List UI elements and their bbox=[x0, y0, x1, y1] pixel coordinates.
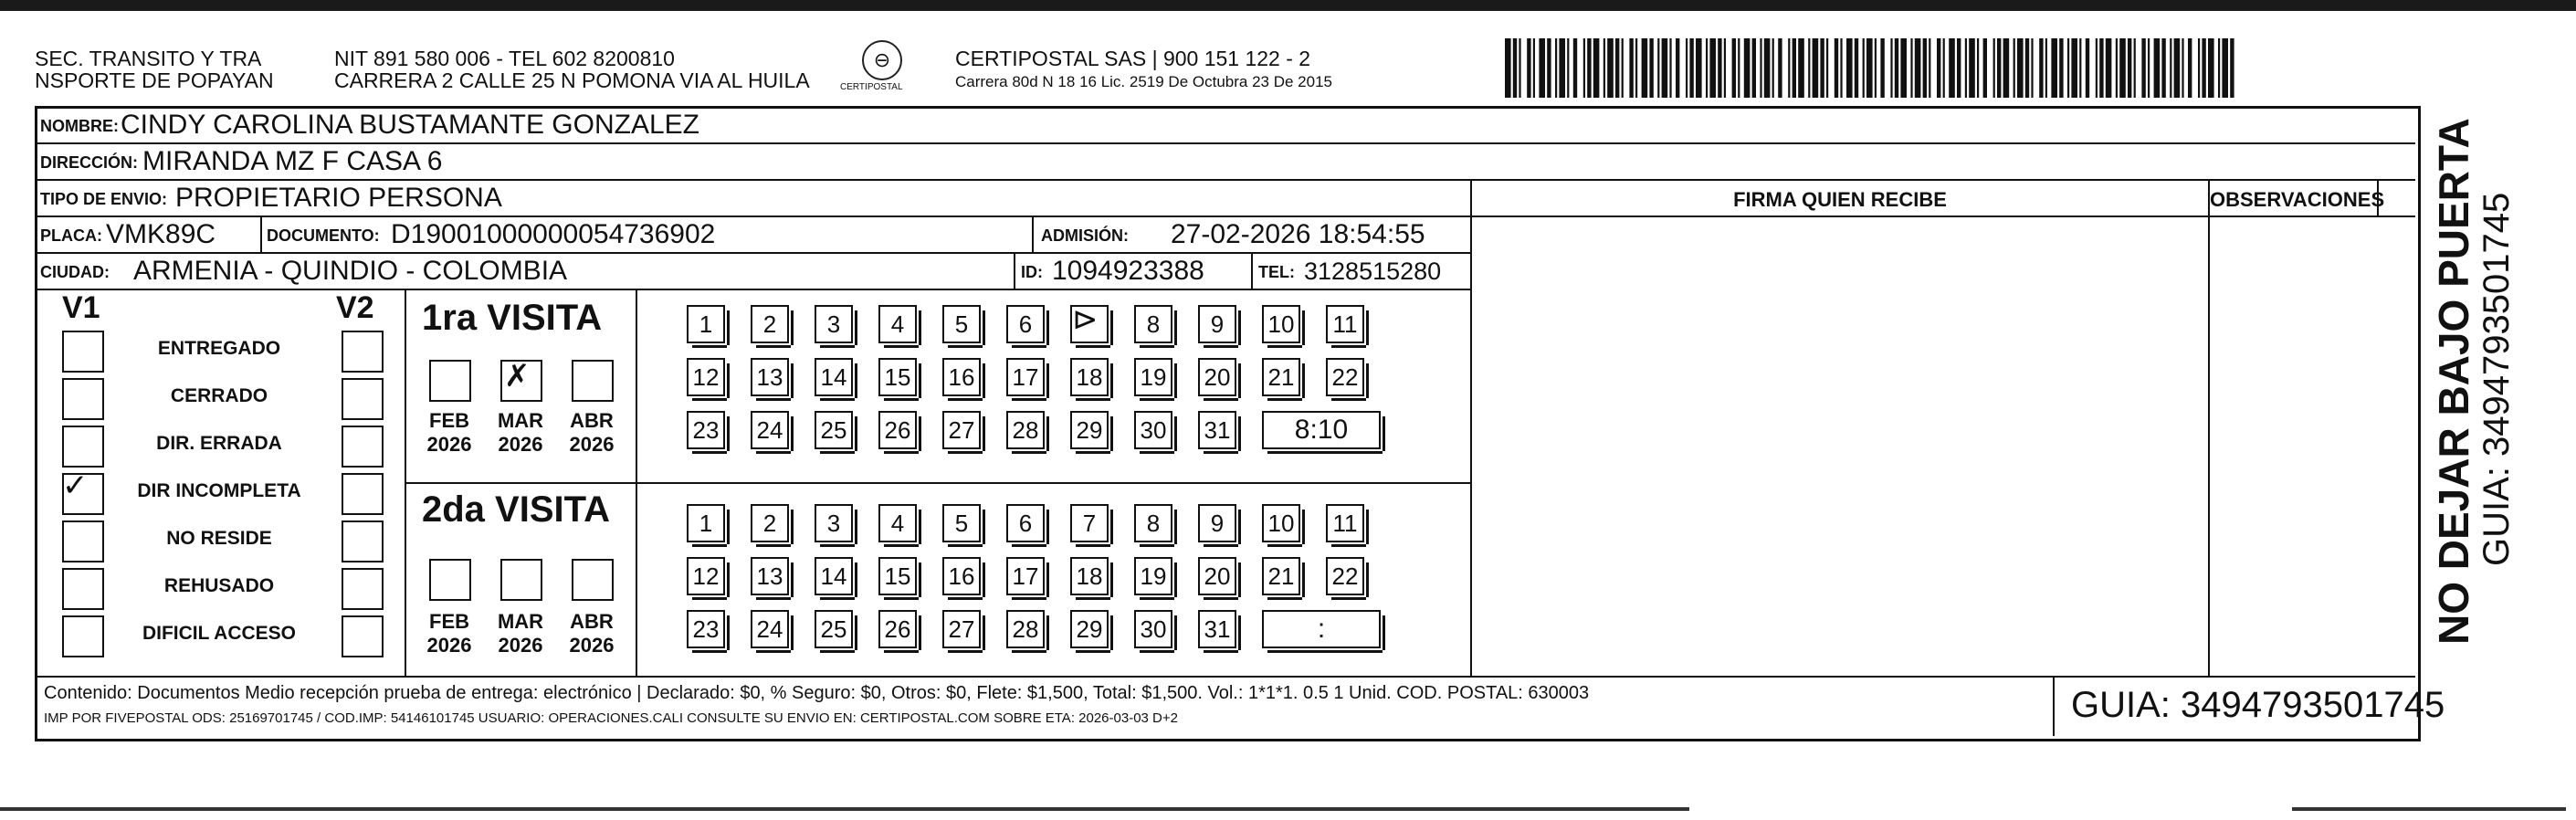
day-box: 3 bbox=[815, 504, 853, 542]
admision-label: ADMISIÓN: bbox=[1041, 226, 1129, 245]
month-checkbox bbox=[572, 360, 614, 402]
row-divider bbox=[35, 142, 2415, 144]
day-box: 11 bbox=[1326, 504, 1364, 542]
month-checkbox bbox=[500, 559, 542, 601]
barcode-bar bbox=[1793, 38, 1796, 98]
day-box: 19 bbox=[1134, 557, 1172, 595]
day-box: 21 bbox=[1262, 358, 1300, 396]
day-box: 16 bbox=[942, 358, 981, 396]
time-box: : bbox=[1262, 610, 1381, 648]
barcode-bar bbox=[1900, 38, 1907, 98]
status-label: CERRADO bbox=[170, 385, 268, 406]
barcode-bar bbox=[1555, 38, 1557, 98]
col-divider bbox=[1014, 252, 1015, 289]
day-box: 12 bbox=[687, 358, 725, 396]
barcode-bar bbox=[1689, 38, 1693, 98]
day-box: 2 bbox=[751, 504, 789, 542]
v1-header: V1 bbox=[62, 290, 100, 325]
day-box: 6 bbox=[1006, 305, 1045, 343]
day-box: 4 bbox=[878, 305, 917, 343]
barcode-bar bbox=[1846, 38, 1853, 98]
day-box: 21 bbox=[1262, 557, 1300, 595]
barcode-bar bbox=[1519, 38, 1520, 98]
day-box: 18 bbox=[1070, 358, 1109, 396]
address-line: CARRERA 2 CALLE 25 N POMONA VIA AL HUILA bbox=[334, 68, 810, 92]
bottom-edge-line bbox=[0, 807, 1689, 811]
day-box: 10 bbox=[1262, 504, 1300, 542]
guia-value: GUIA: 3494793501745 bbox=[2071, 685, 2445, 725]
month-col-divider bbox=[636, 289, 637, 676]
day-box: 24 bbox=[751, 411, 789, 449]
day-box: 5 bbox=[942, 305, 981, 343]
barcode-bar bbox=[2202, 38, 2205, 98]
barcode-bar bbox=[1696, 38, 1702, 98]
barcode-bar bbox=[1629, 38, 1633, 98]
month-year: 2026 bbox=[426, 433, 472, 456]
row-divider bbox=[35, 216, 2415, 217]
day-box: 9 bbox=[1198, 504, 1236, 542]
barcode-bar bbox=[1943, 38, 1945, 98]
footer-content-line: Contenido: Documentos Medio recepción prueba de entrega: electrónico | Declarado: $0, % Seguro: $0, Otros: $0, Flete: $1,500, Total: $1,500. Vol.: 1*1*1. 0.5 1 Unid. COD. POSTAL: 630003 bbox=[44, 683, 1590, 703]
day-box: 14 bbox=[815, 358, 853, 396]
row-divider bbox=[35, 252, 1470, 254]
certipostal-logo-icon: ⊖ bbox=[862, 40, 902, 80]
barcode-bar bbox=[1997, 38, 2001, 98]
barcode-bar bbox=[1798, 38, 1804, 98]
barcode-bar bbox=[1778, 38, 1782, 98]
barcode-bar bbox=[1965, 38, 1967, 98]
barcode-bar bbox=[2182, 38, 2183, 98]
barcode-bar bbox=[1738, 38, 1740, 98]
month-year: 2026 bbox=[498, 634, 543, 657]
day-box: 10 bbox=[1262, 305, 1300, 343]
time-box: 8:10 bbox=[1262, 411, 1381, 449]
day-box: 7 bbox=[1070, 504, 1109, 542]
month-label: MAR bbox=[497, 610, 544, 633]
day-box: 31 bbox=[1198, 411, 1236, 449]
barcode-bar bbox=[1559, 38, 1565, 98]
day-box: 20 bbox=[1198, 557, 1236, 595]
license-line: Carrera 80d N 18 16 Lic. 2519 De Octubra 23 De 2015 bbox=[955, 73, 1332, 90]
firma-header: FIRMA QUIEN RECIBE bbox=[1733, 188, 1947, 211]
tipo-label: TIPO DE ENVIO: bbox=[40, 190, 168, 208]
barcode-bar bbox=[1835, 38, 1838, 98]
barcode-bar bbox=[1567, 38, 1569, 98]
day-box: 19 bbox=[1134, 358, 1172, 396]
barcode-bar bbox=[1603, 38, 1605, 98]
barcode-bar bbox=[1744, 38, 1751, 98]
barcode-bar bbox=[1706, 38, 1708, 98]
day-box: 27 bbox=[942, 411, 981, 449]
month-year: 2026 bbox=[498, 433, 543, 456]
day-box: 15 bbox=[878, 557, 917, 595]
top-edge-line bbox=[0, 0, 2576, 11]
v2-checkbox bbox=[342, 615, 384, 657]
firma-col-divider bbox=[1470, 179, 1472, 676]
barcode-bar bbox=[1880, 38, 1884, 98]
direccion-value: MIRANDA MZ F CASA 6 bbox=[142, 146, 443, 176]
day-box: 5 bbox=[942, 504, 981, 542]
day-box: 17 bbox=[1006, 557, 1045, 595]
day-box: 18 bbox=[1070, 557, 1109, 595]
barcode-bar bbox=[1808, 38, 1810, 98]
barcode-bar bbox=[1957, 38, 1961, 98]
day-box: 17 bbox=[1006, 358, 1045, 396]
barcode-bar bbox=[2017, 38, 2024, 98]
day-box: 26 bbox=[878, 610, 917, 648]
nombre-value: CINDY CAROLINA BUSTAMANTE GONZALEZ bbox=[121, 110, 699, 140]
barcode-bar bbox=[1863, 38, 1865, 98]
barcode-bar bbox=[1583, 38, 1585, 98]
barcode-bar bbox=[2208, 38, 2214, 98]
v2-checkbox bbox=[342, 378, 384, 420]
v1-checkbox bbox=[62, 378, 104, 420]
day-box: 24 bbox=[751, 610, 789, 648]
barcode-bar bbox=[1573, 38, 1577, 98]
barcode-bar bbox=[1662, 38, 1668, 98]
side-warning: NO DEJAR BAJO PUERTA bbox=[2430, 118, 2477, 645]
barcode-bar bbox=[1527, 38, 1530, 98]
barcode-bar bbox=[2039, 38, 2043, 98]
barcode-bar bbox=[1593, 38, 1600, 98]
barcode-bar bbox=[2096, 38, 2098, 98]
day-box: 23 bbox=[687, 610, 725, 648]
barcode-bar bbox=[1840, 38, 1842, 98]
day-box: 13 bbox=[751, 557, 789, 595]
month-checkbox bbox=[572, 559, 614, 601]
barcode-bar bbox=[2154, 38, 2161, 98]
row-divider bbox=[35, 179, 2415, 181]
footer-print-line: IMP POR FIVEPOSTAL ODS: 25169701745 / COD.IMP: 54146101745 USUARIO: OPERACIONES.CALI CONSULTE SU ENVIO EN: CERTIPOSTAL.COM SOBRE ETA: 2026-03-03 D+2 bbox=[44, 710, 1178, 726]
status-label: DIR INCOMPLETA bbox=[137, 480, 301, 501]
barcode-bar bbox=[1657, 38, 1659, 98]
placa-label: PLACA: bbox=[40, 226, 102, 245]
day-box: 16 bbox=[942, 557, 981, 595]
v2-checkbox bbox=[342, 331, 384, 373]
day-box: 13 bbox=[751, 358, 789, 396]
status-label: DIFICIL ACCESO bbox=[142, 623, 296, 644]
barcode-bar bbox=[2230, 38, 2234, 98]
day-checkmark: ⊳ bbox=[1072, 301, 1099, 338]
day-box: 12 bbox=[687, 557, 725, 595]
col-divider bbox=[1251, 252, 1253, 289]
v1-checkbox bbox=[62, 615, 104, 657]
v1-checkmark: ✓ bbox=[62, 468, 89, 504]
first-visit-title: 1ra VISITA bbox=[422, 298, 603, 338]
v2-checkbox bbox=[342, 568, 384, 610]
month-label: FEB bbox=[429, 610, 469, 633]
barcode-bar bbox=[1622, 38, 1624, 98]
barcode-bar bbox=[1676, 38, 1679, 98]
day-box: 28 bbox=[1006, 610, 1045, 648]
month-label: ABR bbox=[570, 409, 614, 432]
barcode-bar bbox=[1615, 38, 1619, 98]
obs-col-divider bbox=[2208, 179, 2210, 676]
status-label: NO RESIDE bbox=[166, 528, 272, 549]
day-box: 2 bbox=[751, 305, 789, 343]
barcode-bar bbox=[1760, 38, 1761, 98]
barcode-bar bbox=[1686, 38, 1688, 98]
barcode-bar bbox=[2161, 38, 2165, 98]
barcode-bar bbox=[1923, 38, 1927, 98]
day-box: 9 bbox=[1198, 305, 1236, 343]
v1-checkbox bbox=[62, 331, 104, 373]
barcode-bar bbox=[1826, 38, 1828, 98]
barcode-bar bbox=[1539, 38, 1545, 98]
v2-header: V2 bbox=[336, 290, 374, 325]
row-divider bbox=[35, 289, 1470, 290]
day-box: 20 bbox=[1198, 358, 1236, 396]
day-box: 29 bbox=[1070, 411, 1109, 449]
month-label: ABR bbox=[570, 610, 614, 633]
v1-checkbox bbox=[62, 568, 104, 610]
barcode-bar bbox=[1875, 38, 1877, 98]
v2-checkbox bbox=[342, 520, 384, 562]
col-divider bbox=[260, 216, 262, 252]
ciudad-value: ARMENIA - QUINDIO - COLOMBIA bbox=[133, 256, 568, 286]
barcode-bar bbox=[1732, 38, 1736, 98]
barcode-bar bbox=[2031, 38, 2033, 98]
day-box: 30 bbox=[1134, 411, 1172, 449]
side-guia: GUIA: 3494793501745 bbox=[2476, 192, 2517, 566]
day-box: 27 bbox=[942, 610, 981, 648]
v1-checkbox bbox=[62, 520, 104, 562]
barcode-bar bbox=[1505, 38, 1511, 98]
month-year: 2026 bbox=[426, 634, 472, 657]
status-label: REHUSADO bbox=[163, 575, 275, 596]
barcode-bar bbox=[2128, 38, 2131, 98]
barcode-bar bbox=[1969, 38, 1975, 98]
status-label: DIR. ERRADA bbox=[156, 433, 282, 454]
day-box: 25 bbox=[815, 610, 853, 648]
barcode-bar bbox=[1649, 38, 1653, 98]
direccion-label: DIRECCIÓN: bbox=[40, 153, 138, 172]
barcode-bar bbox=[2067, 38, 2069, 98]
barcode-bar bbox=[2141, 38, 2145, 98]
documento-value: D19001000000054736902 bbox=[391, 219, 716, 249]
day-box: 4 bbox=[878, 504, 917, 542]
barcode-bar bbox=[1866, 38, 1873, 98]
day-box: 8 bbox=[1134, 305, 1172, 343]
barcode-bar bbox=[2134, 38, 2136, 98]
month-checkbox bbox=[429, 559, 471, 601]
barcode-bar bbox=[1929, 38, 1930, 98]
barcode-bar bbox=[1642, 38, 1648, 98]
barcode-bar bbox=[1709, 38, 1716, 98]
barcode-bar bbox=[1547, 38, 1551, 98]
day-box: 31 bbox=[1198, 610, 1236, 648]
month-label: FEB bbox=[429, 409, 469, 432]
documento-label: DOCUMENTO: bbox=[267, 226, 380, 245]
v2-checkbox bbox=[342, 473, 384, 515]
barcode-bar bbox=[1587, 38, 1591, 98]
barcode-bar bbox=[1977, 38, 1979, 98]
day-box: 30 bbox=[1134, 610, 1172, 648]
barcode-bar bbox=[2079, 38, 2081, 98]
company-line: CERTIPOSTAL SAS | 900 151 122 - 2 bbox=[955, 47, 1311, 70]
barcode-bar bbox=[1855, 38, 1858, 98]
barcode-bar bbox=[1607, 38, 1614, 98]
day-box: 26 bbox=[878, 411, 917, 449]
month-year: 2026 bbox=[569, 634, 615, 657]
second-visit-title: 2da VISITA bbox=[422, 489, 610, 530]
barcode-bar bbox=[2099, 38, 2103, 98]
barcode-bar bbox=[1635, 38, 1637, 98]
tipo-value: PROPIETARIO PERSONA bbox=[175, 183, 502, 213]
barcode-bar bbox=[2059, 38, 2063, 98]
day-box: 25 bbox=[815, 411, 853, 449]
day-box: 28 bbox=[1006, 411, 1045, 449]
nombre-label: NOMBRE: bbox=[40, 117, 119, 135]
id-label: ID: bbox=[1021, 263, 1043, 281]
admision-value: 27-02-2026 18:54:55 bbox=[1171, 219, 1425, 249]
barcode-bar bbox=[1820, 38, 1824, 98]
barcode-bar bbox=[2174, 38, 2181, 98]
barcode-bar bbox=[1533, 38, 1535, 98]
barcode-bar bbox=[1895, 38, 1898, 98]
barcode-bar bbox=[1764, 38, 1771, 98]
month-label: MAR bbox=[497, 409, 544, 432]
barcode-bar bbox=[1949, 38, 1955, 98]
day-box: 15 bbox=[878, 358, 917, 396]
status-col-divider bbox=[405, 289, 406, 676]
barcode-bar bbox=[1937, 38, 1940, 98]
day-box: 22 bbox=[1326, 557, 1364, 595]
barcode-bar bbox=[2170, 38, 2171, 98]
barcode-bar bbox=[2222, 38, 2228, 98]
day-box: 14 bbox=[815, 557, 853, 595]
barcode bbox=[1505, 38, 2235, 98]
barcode-bar bbox=[2116, 38, 2118, 98]
barcode-bar bbox=[1890, 38, 1892, 98]
barcode-bar bbox=[1915, 38, 1921, 98]
barcode-bar bbox=[2086, 38, 2089, 98]
id-value: 1094923388 bbox=[1052, 256, 1204, 286]
tel-label: TEL: bbox=[1258, 263, 1295, 281]
ciudad-label: CIUDAD: bbox=[40, 263, 110, 281]
tel-value: 3128515280 bbox=[1304, 258, 1442, 285]
bottom-edge-line bbox=[2292, 807, 2566, 811]
v2-checkbox bbox=[342, 426, 384, 468]
barcode-bar bbox=[2119, 38, 2126, 98]
barcode-bar bbox=[2025, 38, 2029, 98]
day-box: 6 bbox=[1006, 504, 1045, 542]
barcode-bar bbox=[1669, 38, 1671, 98]
day-box: 23 bbox=[687, 411, 725, 449]
barcode-bar bbox=[2218, 38, 2220, 98]
visit-divider bbox=[405, 482, 1470, 484]
day-box: 22 bbox=[1326, 358, 1364, 396]
barcode-bar bbox=[1724, 38, 1726, 98]
barcode-bar bbox=[2051, 38, 2057, 98]
placa-value: VMK89C bbox=[106, 219, 216, 249]
day-box: 1 bbox=[687, 305, 725, 343]
barcode-bar bbox=[2188, 38, 2192, 98]
barcode-bar bbox=[2071, 38, 2077, 98]
barcode-bar bbox=[2106, 38, 2112, 98]
barcode-bar bbox=[1752, 38, 1756, 98]
barcode-bar bbox=[1983, 38, 1987, 98]
day-box: 11 bbox=[1326, 305, 1364, 343]
day-box: 29 bbox=[1070, 610, 1109, 648]
month-checkbox bbox=[429, 360, 471, 402]
org-line-2: NSPORTE DE POPAYAN bbox=[35, 68, 274, 92]
v1-checkbox bbox=[62, 426, 104, 468]
barcode-bar bbox=[2148, 38, 2150, 98]
barcode-bar bbox=[1772, 38, 1774, 98]
observaciones-header: OBSERVACIONES bbox=[2210, 188, 2385, 211]
barcode-bar bbox=[2003, 38, 2010, 98]
barcode-bar bbox=[2198, 38, 2200, 98]
nit-line: NIT 891 580 006 - TEL 602 8200810 bbox=[334, 47, 675, 70]
col-divider bbox=[1032, 216, 1034, 252]
barcode-bar bbox=[1813, 38, 1819, 98]
barcode-bar bbox=[1993, 38, 1995, 98]
month-checkmark: ✗ bbox=[504, 358, 531, 394]
barcode-bar bbox=[1910, 38, 1912, 98]
logo-caption: CERTIPOSTAL bbox=[840, 82, 903, 92]
org-line-1: SEC. TRANSITO Y TRA bbox=[35, 47, 262, 70]
day-box: 8 bbox=[1134, 504, 1172, 542]
barcode-bar bbox=[2045, 38, 2047, 98]
barcode-bar bbox=[2013, 38, 2015, 98]
day-box: 3 bbox=[815, 305, 853, 343]
day-box: 1 bbox=[687, 504, 725, 542]
month-year: 2026 bbox=[569, 433, 615, 456]
barcode-bar bbox=[1513, 38, 1517, 98]
barcode-bar bbox=[1788, 38, 1790, 98]
status-label: ENTREGADO bbox=[157, 338, 281, 359]
barcode-bar bbox=[1718, 38, 1721, 98]
